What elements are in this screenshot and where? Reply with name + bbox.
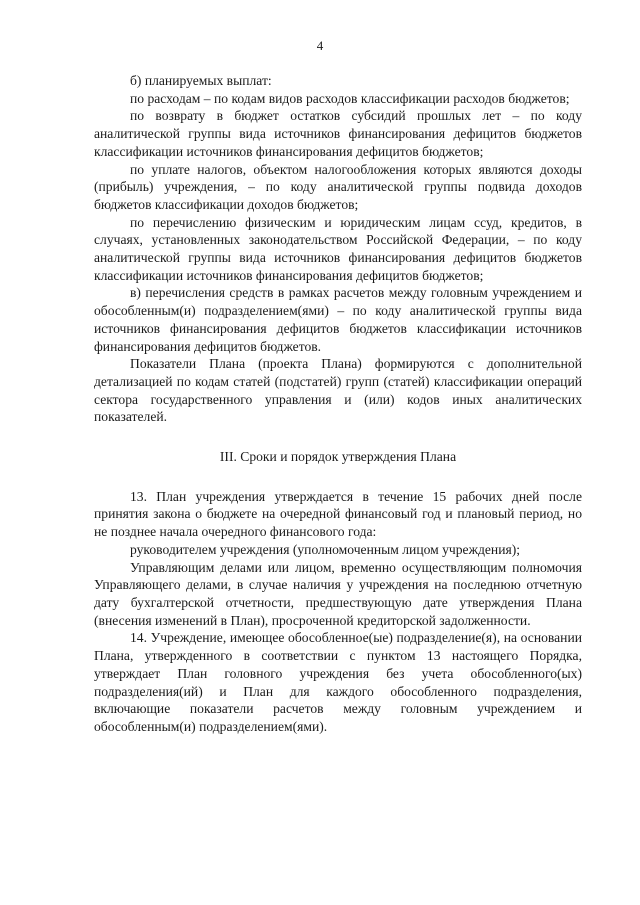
page-number: 4 bbox=[316, 38, 324, 53]
paragraph-loans: по перечислению физическим и юридическим лицам ссуд, кредитов, в случаях, установленных законодательством Российской Федерации, – по коду аналитической группы вида источников финансирования дефицитов бюджетов классификации источников финансирования дефицитов бюджетов; bbox=[94, 214, 582, 283]
section-title: III. Сроки и порядок утверждения Плана bbox=[219, 449, 457, 465]
paragraph-head-approval: руководителем учреждения (уполномоченным лицом учреждения); bbox=[130, 541, 521, 557]
paragraph-planned-payments: б) планируемых выплат: bbox=[130, 73, 272, 88]
paragraph-transfers: в) перечисления средств в рамках расчетов между головным учреждением и обособленным(и) подразделением(ями) – по коду аналитической группы вида источников финансирования дефицитов бюджетов классификации источников финансирования дефицитов бюджетов. bbox=[94, 285, 582, 354]
paragraph-manager-approval: Управляющим делами или лицом, временно осуществляющим полномочия Управляющего делами, в случае наличия у учреждения на последнюю отчетную дату бухгалтерской отчетности, предшествующую дате утверждения Плана (внесения изменений в План), просроченной кредиторской задолженности. bbox=[94, 559, 582, 628]
paragraph-subsidy-return: по возврату в бюджет остатков субсидий прошлых лет – по коду аналитической группы вида источников финансирования дефицитов бюджетов классификации источников финансирования дефицитов бюджетов; bbox=[94, 108, 582, 159]
paragraph-item-13: 13. План учреждения утверждается в течение 15 рабочих дней после принятия закона о бюджете на очередной финансовый год и плановый период, но не позднее начала очередного финансового года: bbox=[94, 488, 582, 540]
paragraph-taxes: по уплате налогов, объектом налогообложения которых являются доходы (прибыль) учреждения, – по коду аналитической группы подвида доходов бюджетов классификации доходов бюджетов; bbox=[94, 161, 582, 212]
document-body bbox=[94, 72, 582, 736]
paragraph-item-14: 14. Учреждение, имеющее обособленное(ые) подразделение(я), на основании Плана, утвержденного в соответствии с пунктом 13 настоящего Порядка, утверждает План головного учреждения без учета обособленного(ых) подразделения(ий) и План для каждого обособленного подразделения, включающие показатели расчетов между головным учреждением и обособленным(и) подразделением(ями). bbox=[94, 630, 582, 734]
paragraph-plan-indicators: Показатели Плана (проекта Плана) формируются с дополнительной детализацией по кодам статей (подстатей) групп (статей) классификации операций сектора государственного управления и (или) кодов иных аналитических показателей. bbox=[94, 356, 582, 425]
paragraph-expenses: по расходам – по кодам видов расходов классификации расходов бюджетов; bbox=[130, 90, 570, 106]
